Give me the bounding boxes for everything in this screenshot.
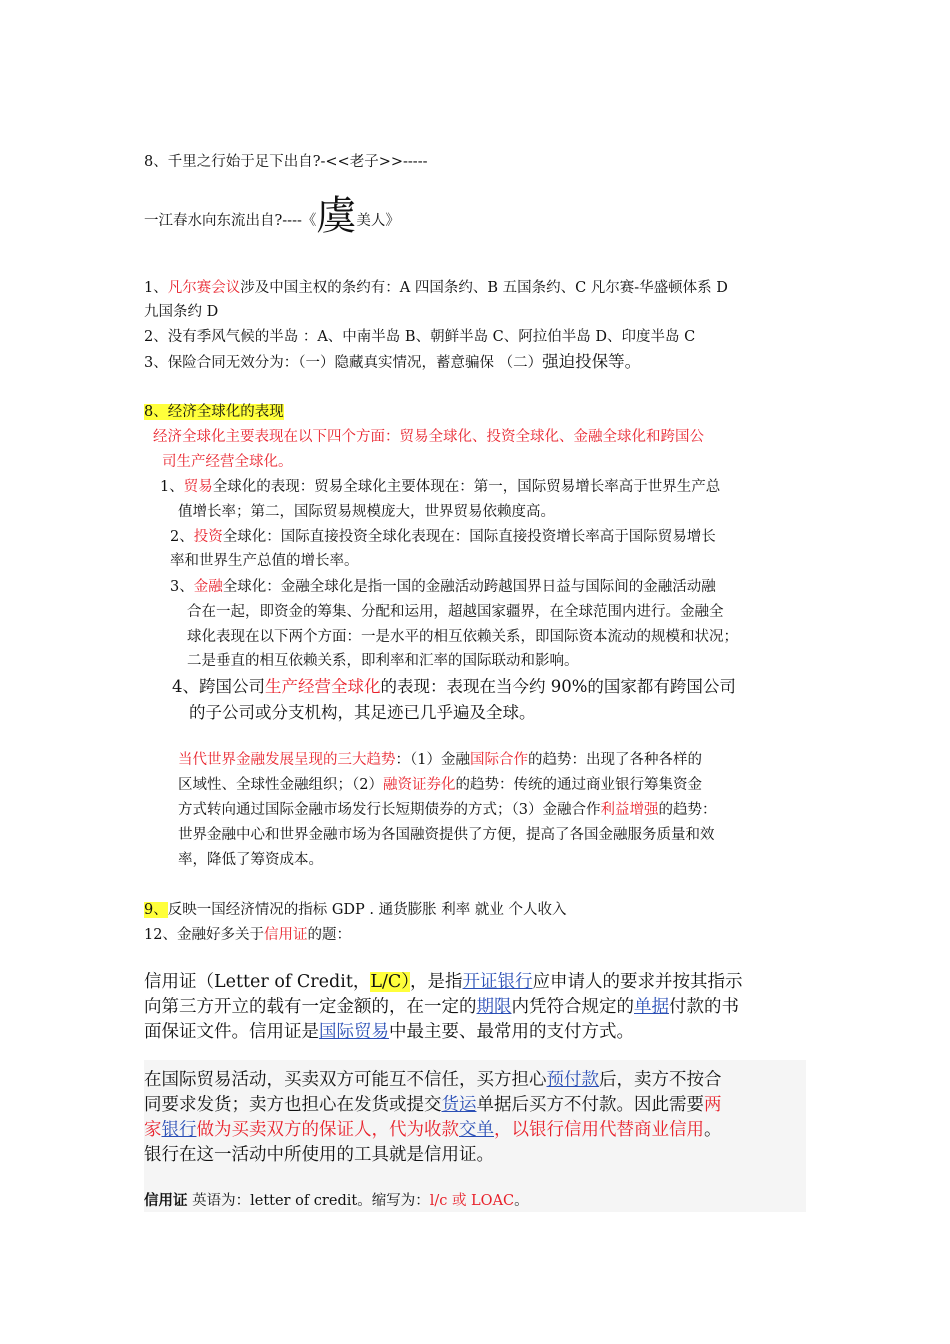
trade-line2: 值增长率；第二，国际贸易规模庞大，世界贸易依赖度高。: [178, 504, 555, 520]
indicators-line: 9、反映一国经济情况的指标 GDP . 通货膨胀 利率 就业 个人收入: [144, 902, 567, 918]
quiz-line-2: 2、没有季风气候的半岛 ：A、中南半岛 B、朝鲜半岛 C、阿拉伯半岛 D、印度半岛 C: [144, 329, 696, 345]
quiz-line-1: 1、凡尔赛会议涉及中国主权的条约有：A 四国条约、B 五国条约、C 凡尔赛-华盛顿体系 D: [144, 280, 728, 296]
trade-line1: 1、贸易全球化的表现：贸易全球化主要体现在：第一，国际贸易增长率高于世界生产总: [160, 479, 721, 495]
finance-line2: 合在一起，即资金的筹集、分配和运用，超越国家疆界，在全球范围内进行。金融全: [187, 604, 724, 620]
trends-line2: 区域性、全球性金融组织；（2）融资证券化的趋势：传统的通过商业银行筹集资金: [178, 777, 702, 793]
link-freight[interactable]: 货运: [441, 1095, 477, 1115]
link-period[interactable]: 期限: [476, 997, 512, 1017]
lc-line2: 向第三方开立的载有一定金额的，在一定的期限内凭符合规定的单据付款的书: [144, 997, 739, 1017]
lc-line3: 面保证文件。信用证是国际贸易中最主要、最常用的支付方式。: [144, 1022, 634, 1042]
trends-line3: 方式转向通过国际金融市场发行长短期债券的方式；（3）金融合作利益增强的趋势：: [178, 802, 717, 818]
tnc-line2: 的子公司或分支机构，其足迹已几乎遍及全球。: [189, 703, 536, 722]
trends-line5: 率，降低了筹资成本。: [178, 852, 323, 868]
globalization-intro-line1: 经济全球化主要表现在以下四个方面：贸易全球化、投资全球化、金融全球化和跨国公: [153, 429, 704, 445]
globalization-intro-line2: 司生产经营全球化。: [162, 454, 293, 470]
link-international-trade[interactable]: 国际贸易: [319, 1022, 389, 1042]
link-advance-payment[interactable]: 预付款: [546, 1070, 599, 1090]
link-document-delivery[interactable]: 交单: [459, 1120, 494, 1140]
lc-english-line: 信用证 英语为：letter of credit。缩写为：l/c 或 LOAC。: [144, 1192, 529, 1209]
globalization-heading: 8、经济全球化的表现: [144, 404, 284, 420]
finance-line1: 3、金融全球化：金融全球化是指一国的金融活动跨越国界日益与国际间的金融活动融: [170, 579, 716, 595]
invest-line1: 2、投资全球化：国际直接投资全球化表现在：国际直接投资增长率高于国际贸易增长: [170, 529, 716, 545]
trends-line1: 当代世界金融发展呈现的三大趋势：（1）金融国际合作的趋势：出现了各种各样的: [178, 752, 702, 768]
quiz-line-3: 3、保险合同无效分为：（一）隐藏真实情况，蓄意骗保 （二）强迫投保等。: [144, 352, 642, 371]
quiz-line-8a: 8、千里之行始于足下出自?-<<老子>>-----: [144, 154, 428, 170]
link-issuing-bank[interactable]: 开证银行: [462, 972, 533, 992]
q12-line: 12、金融好多关于信用证的题：: [144, 927, 351, 943]
large-char: 虞: [316, 193, 357, 239]
finance-line3: 球化表现在以下两个方面：一是水平的相互依赖关系，即国际资本流动的规模和状况；: [187, 629, 738, 645]
trends-line4: 世界金融中心和世界金融市场为各国融资提供了方便，提高了各国金融服务质量和效: [178, 827, 715, 843]
quiz-line-8b: 一江春水向东流出自?----《虞美人》: [144, 193, 400, 239]
lc-p2-line4: 银行在这一活动中所使用的工具就是信用证。: [144, 1145, 494, 1165]
lc-line1: 信用证（Letter of Credit，L/C），是指开证银行应申请人的要求并按其指示: [144, 972, 743, 992]
lc-p2-line1: 在国际贸易活动，买卖双方可能互不信任，买方担心预付款后，卖方不按合: [144, 1070, 722, 1090]
finance-line4: 二是垂直的相互依赖关系，即利率和汇率的国际联动和影响。: [187, 653, 579, 669]
lc-p2-line3: 家银行做为买卖双方的保证人，代为收款交单，以银行信用代替商业信用。: [144, 1120, 722, 1140]
tnc-line1: 4、跨国公司生产经营全球化的表现：表现在当今约 90%的国家都有跨国公司: [172, 677, 736, 696]
link-documents[interactable]: 单据: [634, 997, 669, 1017]
link-bank[interactable]: 银行: [161, 1120, 197, 1140]
quiz-line-1b: 九国条约 D: [144, 304, 219, 320]
lc-p2-line2: 同要求发货；卖方也担心在发货或提交货运单据后买方不付款。因此需要两: [144, 1095, 722, 1115]
invest-line2: 率和世界生产总值的增长率。: [170, 553, 359, 569]
